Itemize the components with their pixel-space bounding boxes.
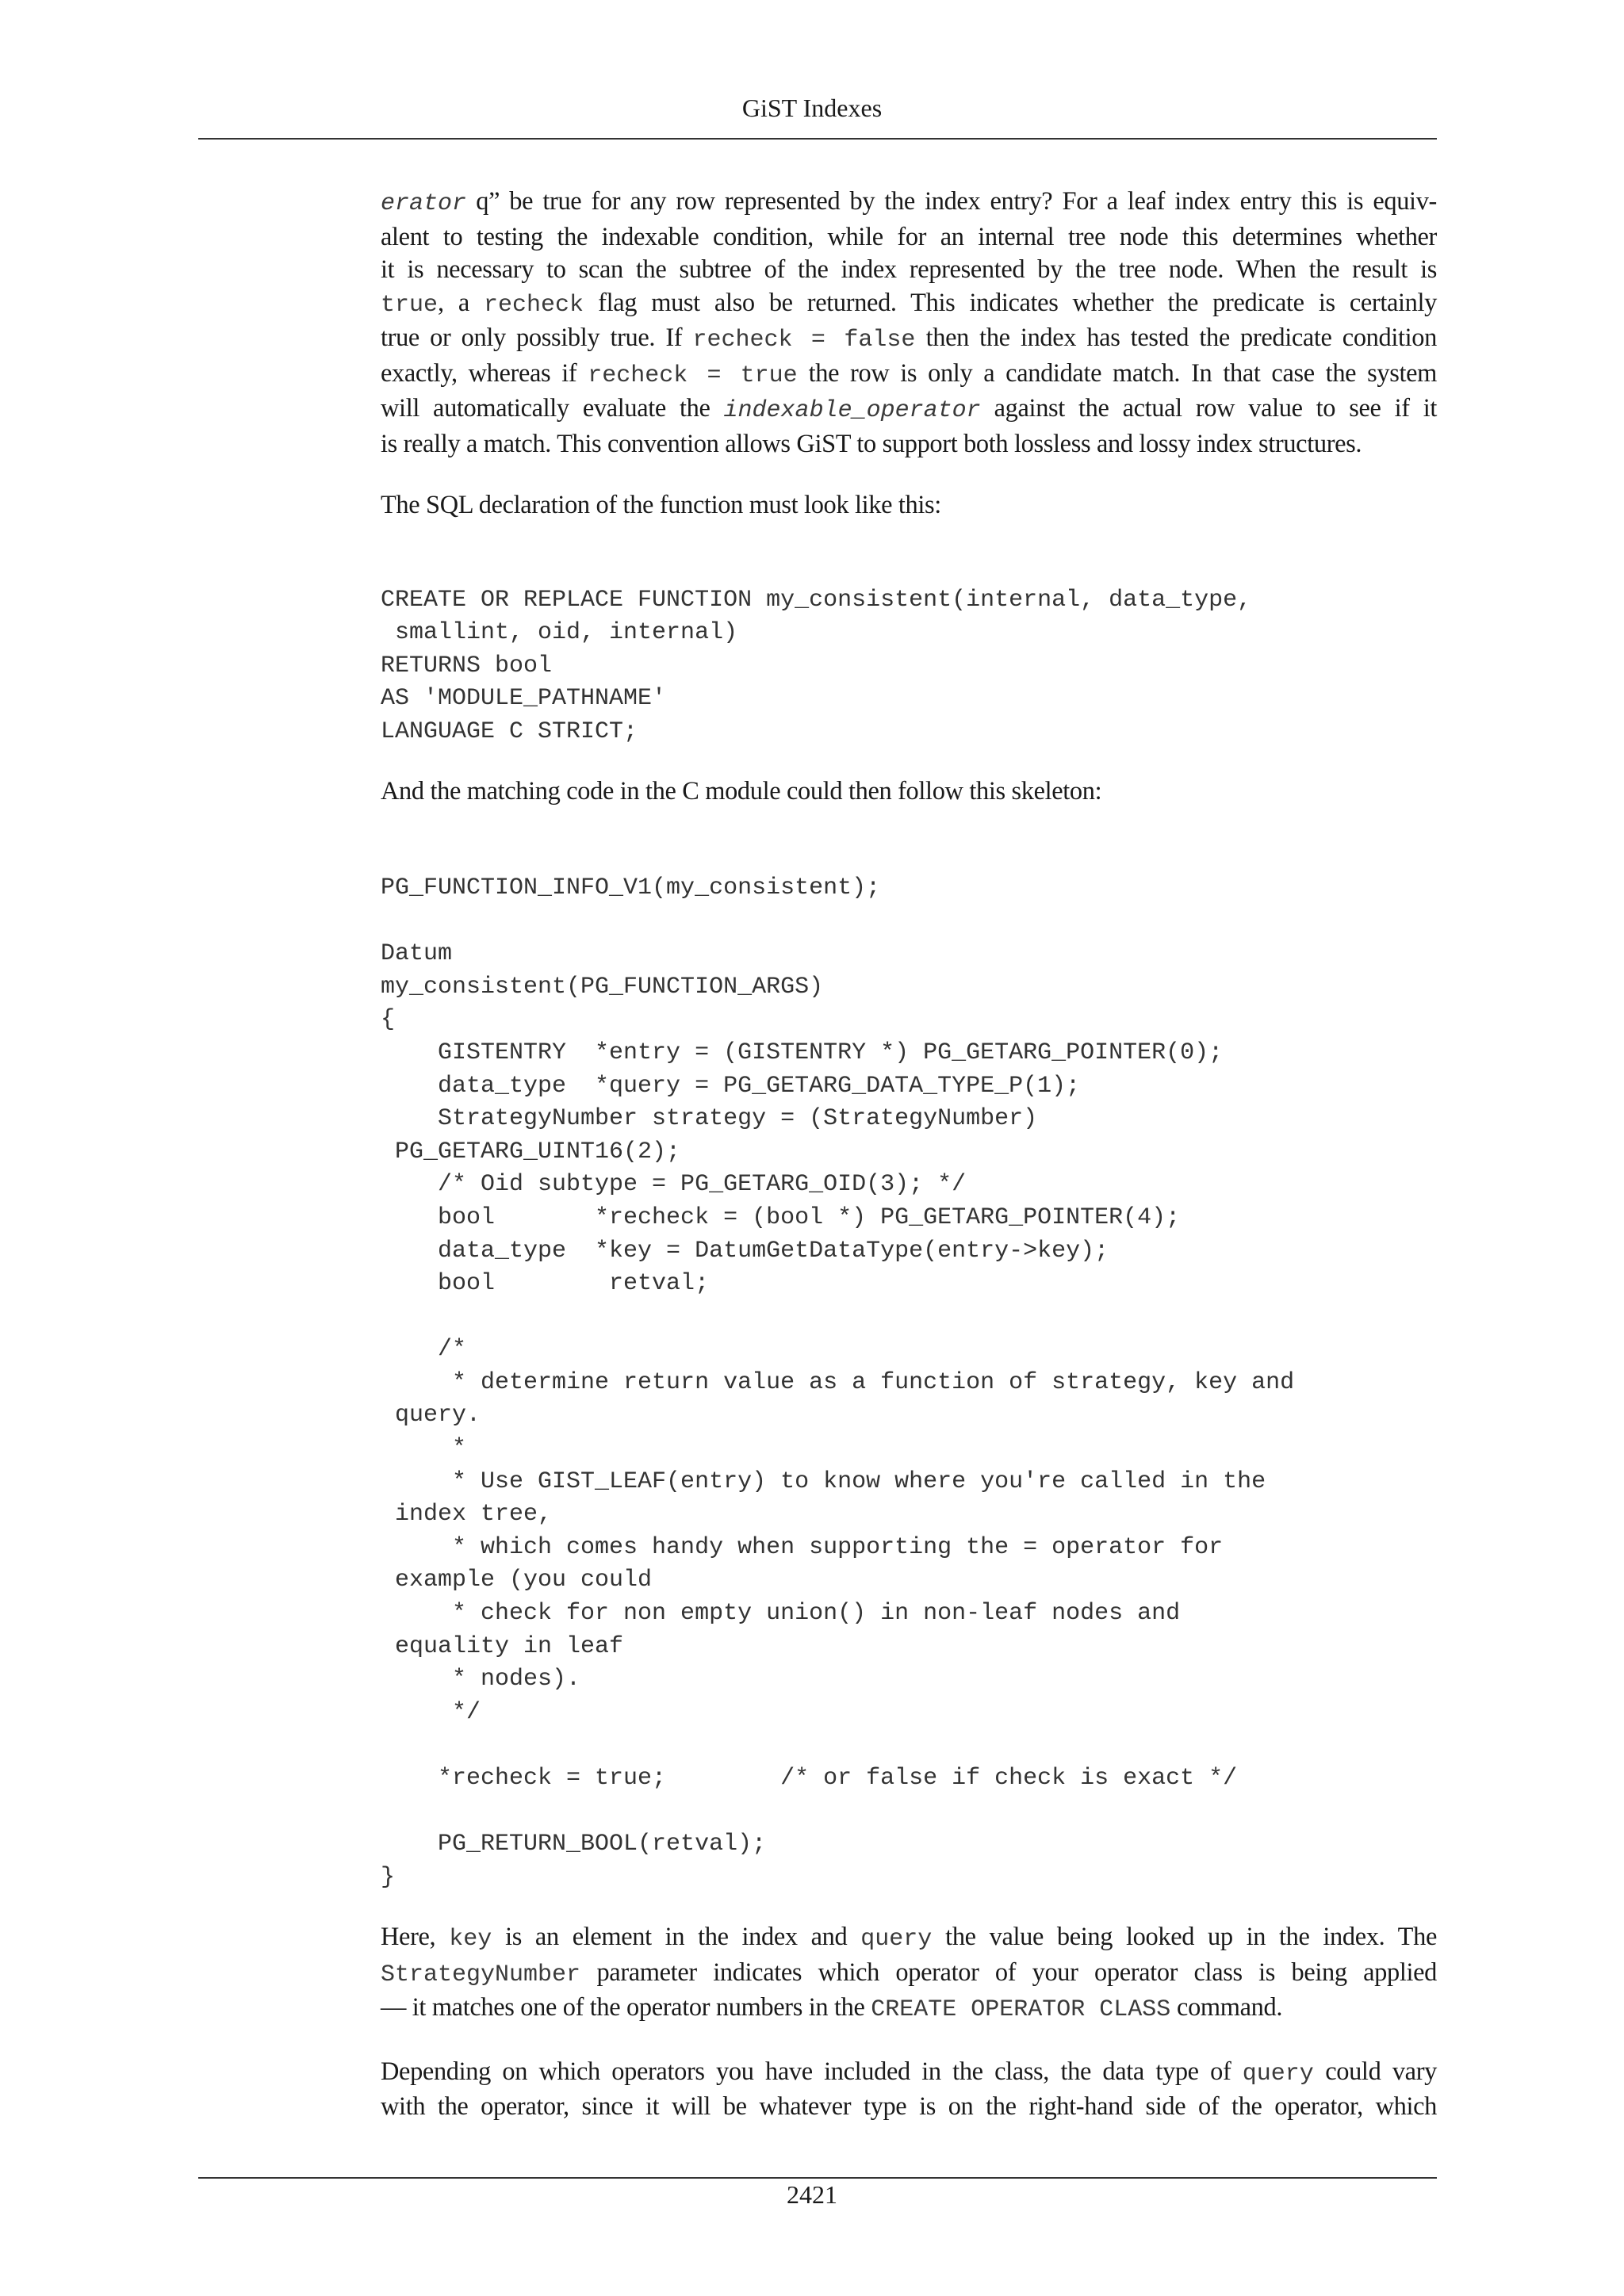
text-line: StrategyNumber parameter indicates which operator of your operator class is being applied [381,1957,1437,1988]
text-line: Here, key is an element in the index and query the value being looked up in the index. The [381,1923,1437,1954]
text-line: will automatically evaluate the indexable_operator against the actual row value to see if it [381,394,1437,424]
paragraph-query-type-varies [381,2056,1437,2124]
paragraph-sql-declaration-intro: The SQL declaration of the function must look like this: [381,491,941,519]
text-line: alent to testing the indexable condition, while for an internal tree node this determines whether [381,222,1437,251]
text-line: exactly, whereas if recheck = true the row is only a candidate match. In that case the system [381,358,1438,389]
text-line: Depending on which operators you have included in the class, the data type of query could vary [381,2057,1437,2087]
page-number: 2421 [787,2180,837,2209]
text-line: true or only possibly true. If recheck = false then the index has tested the predicate condition [381,323,1437,354]
text-line: — it matches one of the operator numbers in the CREATE OPERATOR CLASS command. [381,1993,1283,2024]
header-rule [198,138,1437,140]
text-line: it is necessary to scan the subtree of the index represented by the tree node. When the result is [381,255,1437,284]
text-line: erator q” be true for any row represented by the index entry? For a leaf index entry this is equiv- [381,187,1437,217]
paragraph-consistent-semantics [381,186,1437,461]
paragraph-key-query-explanation [381,1921,1437,2027]
code-block-sql-declaration: CREATE OR REPLACE FUNCTION my_consistent(internal, data_type, smallint, oid, internal) RETURNS bool AS 'MODULE_PATHNAME' LANGUAGE C STRICT; [381,586,1252,745]
text-line: true, a recheck flag must also be returned. This indicates whether the predicate is certainly [381,288,1437,319]
text-line: with the operator, since it will be whatever type is on the right-hand side of the operator, which [381,2092,1437,2122]
running-header: GiST Indexes [741,94,883,122]
paragraph-c-skeleton-intro: And the matching code in the C module could then follow this skeleton: [381,777,1102,806]
text-line: is really a match. This convention allows GiST to support both lossless and lossy index structures. [381,429,1362,458]
page-content [381,186,1437,2124]
code-block-c-skeleton: PG_FUNCTION_INFO_V1(my_consistent); Datum my_consistent(PG_FUNCTION_ARGS) { GISTENTRY *entry = (GISTENTRY *) PG_GETARG_POINTER(0); data_type *query = PG_GETARG_DATA_TYPE_P(1); StrategyNumber strategy = (StrategyNumber) PG_GETARG_UINT16(2); /* Oid subtype = PG_GETARG_OID(3); */ bool *recheck = (bool *) PG_GETARG_POINTER(4); data_type *key = DatumGetDataType(entry->key); bool retval; /* * determine return value as a function of strategy, key and query. * * Use GIST_LEAF(entry) to know where you're called in the index tree, * which comes handy when supporting the = operator for example (you could * check for non empty union() in non-leaf nodes and equality in leaf * nodes). */ *recheck = true; /* or false if check is exact */ PG_RETURN_BOOL(retval); } [381,874,1295,1891]
